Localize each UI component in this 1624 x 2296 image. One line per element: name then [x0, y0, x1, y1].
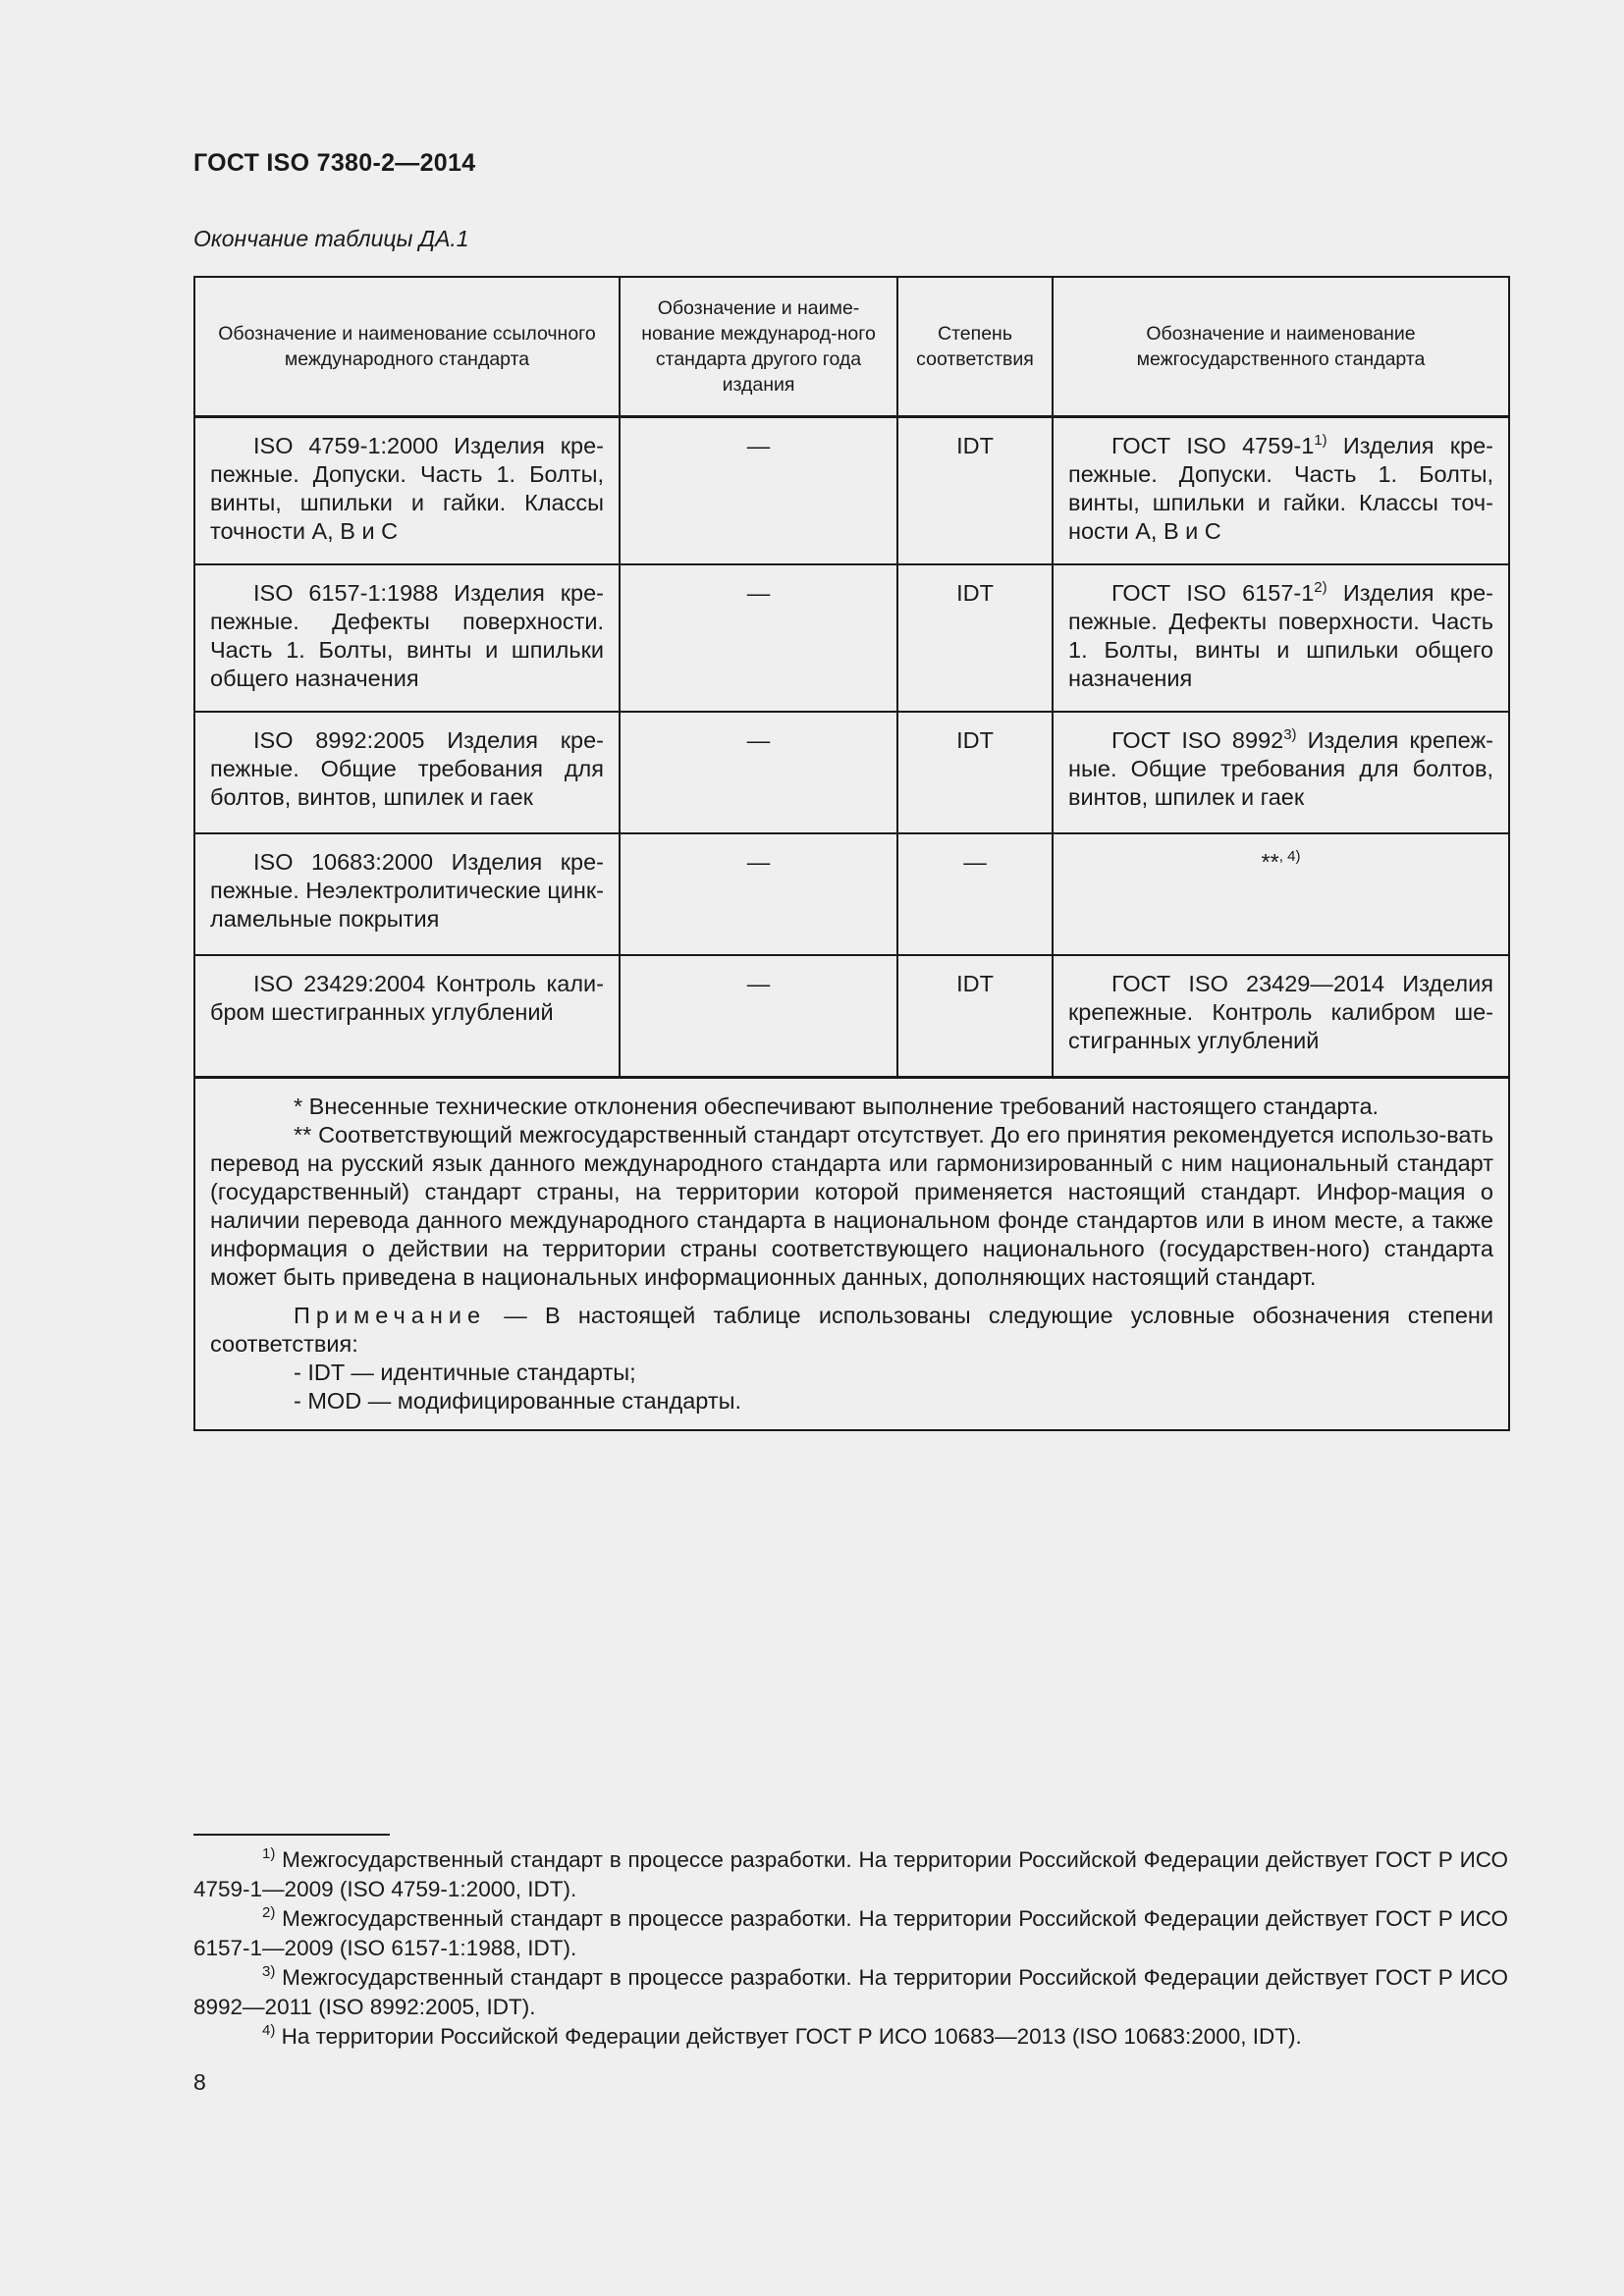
header-degree: Степень соответствия [897, 277, 1053, 417]
standards-table [193, 276, 1510, 1431]
footnote-text: Межгосударственный стандарт в процессе разработки. На территории Российской Федерации действует ГОСТ Р ИСО 4759-1—2009 (ISO 4759-1:2000, IDT). [193, 1847, 1508, 1901]
cell-interstate [1053, 833, 1509, 955]
footnote-mark: 4) [262, 2022, 276, 2039]
footnote-ref: 1) [1314, 432, 1327, 449]
footnote-text: Межгосударственный стандарт в процессе разработки. На территории Российской Федерации действует ГОСТ Р ИСО 6157-1—2009 (ISO 6157-1:1988, IDT). [193, 1906, 1508, 1960]
cell-other-year: — [620, 833, 897, 955]
cell-interstate [1053, 955, 1509, 1078]
cell-reference: ISO 8992:2005 Изделия кре-пежные. Общие требования для болтов, винтов, шпилек и гаек [194, 712, 620, 833]
footnote-text: На территории Российской Федерации действует ГОСТ Р ИСО 10683—2013 (ISO 10683:2000, IDT). [275, 2024, 1302, 2049]
interstate-text-cont: Изделия кре-пежные. Допуски. Часть 1. Болты, винты, шпильки и гайки. Классы точ-ности А, В и С [1068, 433, 1493, 544]
note-idt: - IDT — идентичные стандарты; [294, 1360, 636, 1385]
cell-interstate [1053, 564, 1509, 712]
cell-degree: IDT [897, 417, 1053, 565]
interstate-text: ГОСТ ISO 6157-1 [1111, 580, 1315, 606]
cell-reference: ISO 4759-1:2000 Изделия кре-пежные. Допуски. Часть 1. Болты, винты, шпильки и гайки. Классы точности А, В и С [194, 417, 620, 565]
header-interstate-standard: Обозначение и наименование межгосударственного стандарта [1053, 277, 1509, 417]
cell-other-year: — [620, 712, 897, 833]
cell-reference: ISO 10683:2000 Изделия кре-пежные. Неэлектролитические цинк-ламельные покрытия [194, 833, 620, 955]
note-star-2: ** Соответствующий межгосударственный стандарт отсутствует. До его принятия рекомендуется использо-вать перевод на русский язык данного международного стандарта или гармонизированный с ним национальный стандарт (государственный) стандарт страны, на территории которой применяется настоящий стандарт. Инфор-мация о наличии перевода данного международного стандарта в национальном фонде стандартов или в ином месте, а также информация о действии на территории страны соответствующего национального (государствен-ного) стандарта может быть приведена в национальных информационных данных, дополняющих настоящий стандарт. [210, 1122, 1493, 1290]
cell-degree: IDT [897, 712, 1053, 833]
table-notes-row [194, 1078, 1509, 1431]
cell-other-year: — [620, 417, 897, 565]
table-row [194, 955, 1509, 1078]
cell-degree: IDT [897, 955, 1053, 1078]
footnote-ref: , 4) [1278, 848, 1301, 865]
cell-degree: IDT [897, 564, 1053, 712]
page-number: 8 [193, 2069, 206, 2095]
footnote-text: Межгосударственный стандарт в процессе разработки. На территории Российской Федерации действует ГОСТ Р ИСО 8992—2011 (ISO 8992:2005, IDT). [193, 1965, 1508, 2019]
interstate-text-cont: Изделия крепеж-ные. Общие требования для болтов, винтов, шпилек и гаек [1068, 727, 1493, 810]
footnote-ref: 3) [1283, 726, 1297, 743]
footnote-item [193, 1845, 1508, 1904]
table-notes [194, 1078, 1509, 1431]
cell-degree: — [897, 833, 1053, 955]
footnote-mark: 3) [262, 1963, 276, 1980]
interstate-text: ГОСТ ISO 23429—2014 Изделия крепежные. Контроль калибром ше-стигранных углублений [1068, 971, 1493, 1053]
footnotes [193, 1845, 1508, 2052]
footnote-ref: 2) [1314, 579, 1327, 596]
table-row [194, 712, 1509, 833]
cell-interstate [1053, 417, 1509, 565]
table-row [194, 564, 1509, 712]
cell-reference: ISO 23429:2004 Контроль кали-бром шестигранных углублений [194, 955, 620, 1078]
cell-reference: ISO 6157-1:1988 Изделия кре-пежные. Дефекты поверхности. Часть 1. Болты, винты и шпильки общего назначения [194, 564, 620, 712]
table-row [194, 417, 1509, 565]
note-text: — В настоящей таблице использованы следующие условные обозначения степени соответствия: [210, 1303, 1493, 1357]
footnote-divider [193, 1834, 390, 1836]
header-other-year-standard: Обозначение и наиме-нование международ-ного стандарта другого года издания [620, 277, 897, 417]
cell-other-year: — [620, 955, 897, 1078]
footnote-item [193, 1963, 1508, 2022]
table-header-row [194, 277, 1509, 417]
document-header: ГОСТ ISO 7380-2—2014 [193, 149, 476, 177]
header-reference-standard: Обозначение и наименование ссылочного международного стандарта [194, 277, 620, 417]
cell-other-year: — [620, 564, 897, 712]
footnote-item [193, 1904, 1508, 1963]
footnote-item [193, 2022, 1508, 2052]
interstate-text: ** [1261, 849, 1279, 875]
footnote-mark: 2) [262, 1904, 276, 1921]
cell-interstate [1053, 712, 1509, 833]
note-label: Примечание [294, 1303, 487, 1328]
footnote-mark: 1) [262, 1845, 276, 1862]
interstate-text: ГОСТ ISO 4759-1 [1111, 433, 1315, 458]
note-mod: - MOD — модифицированные стандарты. [294, 1388, 742, 1414]
note-star-1: * Внесенные технические отклонения обеспечивают выполнение требований настоящего стандарта. [294, 1094, 1380, 1119]
note-remark [210, 1302, 1493, 1359]
interstate-text-cont: Изделия кре-пежные. Дефекты поверхности. Часть 1. Болты, винты и шпильки общего назначения [1068, 580, 1493, 691]
table-caption: Окончание таблицы ДА.1 [193, 226, 469, 251]
interstate-text: ГОСТ ISO 8992 [1111, 727, 1284, 753]
table-row [194, 833, 1509, 955]
